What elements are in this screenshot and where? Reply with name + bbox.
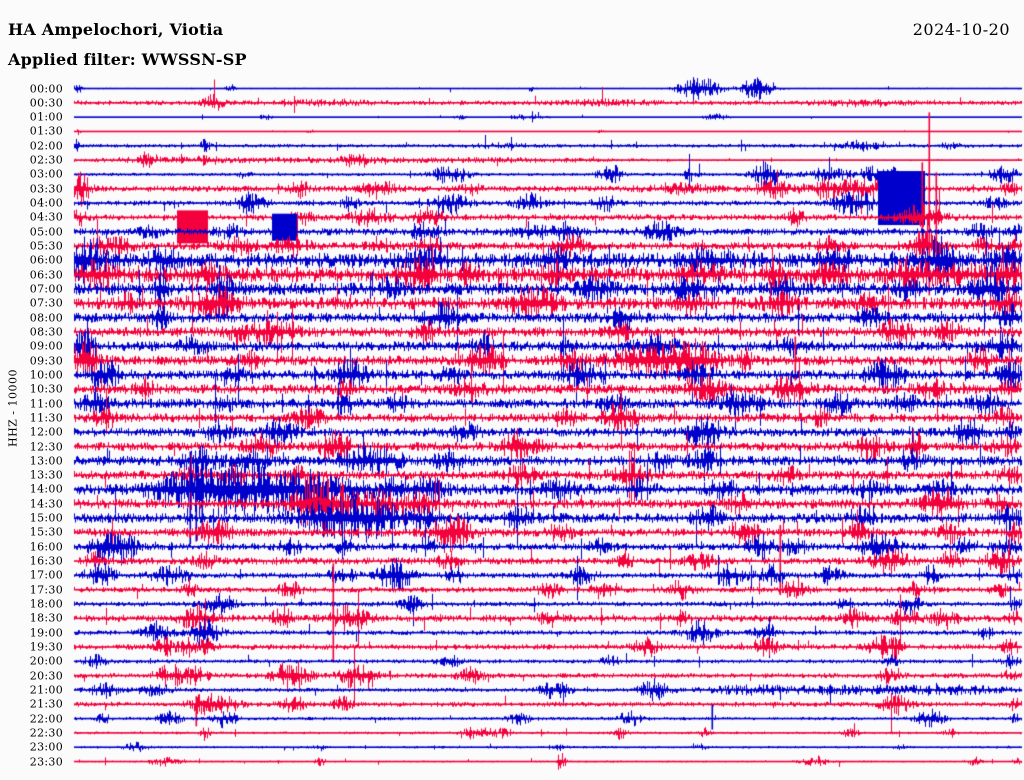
time-label: 09:00 <box>29 339 63 353</box>
time-label: 02:00 <box>29 139 63 153</box>
time-label: 18:00 <box>29 597 63 611</box>
time-label: 22:30 <box>29 726 63 740</box>
time-label: 01:30 <box>29 124 63 138</box>
time-label: 04:30 <box>29 210 63 224</box>
time-label: 13:00 <box>29 454 63 468</box>
time-label: 09:30 <box>29 354 63 368</box>
time-label: 04:00 <box>29 196 63 210</box>
time-label: 00:30 <box>29 96 63 110</box>
station-title: HA Ampelochori, Viotia <box>8 20 224 39</box>
time-label: 19:00 <box>29 626 63 640</box>
time-label: 20:30 <box>29 669 63 683</box>
time-label: 08:00 <box>29 311 63 325</box>
time-label: 15:30 <box>29 525 63 539</box>
time-label: 07:30 <box>29 296 63 310</box>
time-label: 14:00 <box>29 482 63 496</box>
time-label: 02:30 <box>29 153 63 167</box>
time-label: 20:00 <box>29 654 63 668</box>
time-label: 21:30 <box>29 697 63 711</box>
time-label: 11:00 <box>29 397 63 411</box>
time-label: 16:00 <box>29 540 63 554</box>
time-label: 23:00 <box>29 740 63 754</box>
time-label: 17:00 <box>29 568 63 582</box>
time-label: 06:30 <box>29 268 63 282</box>
date-label: 2024-10-20 <box>912 20 1010 39</box>
time-label: 03:00 <box>29 167 63 181</box>
time-label: 12:30 <box>29 440 63 453</box>
time-label: 23:30 <box>29 755 63 769</box>
time-label: 10:30 <box>29 382 63 396</box>
time-label: 21:00 <box>29 683 63 697</box>
time-label: 03:30 <box>29 182 63 196</box>
time-label: 05:30 <box>29 239 63 253</box>
time-label: 15:00 <box>29 511 63 525</box>
time-label: 19:30 <box>29 640 63 654</box>
time-label: 13:30 <box>29 468 63 482</box>
time-label: 00:00 <box>29 82 63 95</box>
time-label: 12:00 <box>29 425 63 439</box>
time-label: 05:00 <box>29 225 63 239</box>
time-label: 01:00 <box>29 110 63 124</box>
time-label: 07:00 <box>29 282 63 296</box>
time-label: 16:30 <box>29 554 63 568</box>
time-label: 06:00 <box>29 253 63 267</box>
time-label: 08:30 <box>29 325 63 339</box>
time-label: 11:30 <box>29 411 63 425</box>
time-label: 14:30 <box>29 497 63 511</box>
filter-label: Applied filter: WWSSN-SP <box>8 50 247 69</box>
time-label: 22:00 <box>29 712 63 726</box>
time-label: 10:00 <box>29 368 63 382</box>
time-label: 18:30 <box>29 611 63 625</box>
time-label: 17:30 <box>29 583 63 597</box>
y-axis-scale-label: HHZ - 10000 <box>6 368 20 448</box>
